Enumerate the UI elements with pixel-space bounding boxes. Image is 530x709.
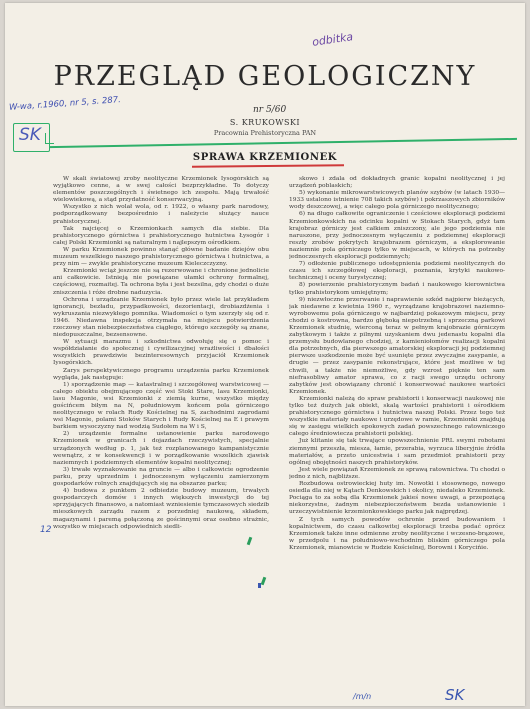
paragraph: Krzemionki wciąż jeszcze nie są rezerwowane i chronione jednolicie ani całkowicie. Istnieją nie powiązane ułamki ochrony formalnej, częściowej, rozmaitej. Ta ochrona była i jest bezsilna, gdy chodzi o duże zniszczenia i róże drobne naduzycia. — [53, 268, 269, 296]
paragraph: 6) na długo całkowite ograniczenie i cześciowe eksploracji podziemi Krzemionkowskich na odcinku kopalni w Stokach Starych, gdyż tam krajobraz górniczy jest całkiem zniszczony, ale jego podziemia nie naruszone, przy jednoczesnym wyłączeniu z podziemnej eksploracji reszty zrobów pokrytych krajobrazem górniczym, a eksplorowanie naziemnie pola górniczego tylko w miejscach, w których na potrzeby jednoczesnych eksploracji podziemnych; — [289, 211, 505, 261]
margin-number: 12 — [40, 525, 52, 535]
signature-initials: SK — [445, 686, 465, 704]
paragraph: 7) odłożenie publicznego udostępnienia podziemi neolitycznych do czasu ich szczegółowej eksploracji, poznania, krytyki naukowo-technicznej i oceny turystycznej; — [289, 261, 505, 282]
author-affiliation: Pracownia Prehistoryczna PAN — [213, 129, 317, 137]
paragraph: Jest wiele powiązań Krzemionek ze sprawą ratownictwa. Tu chodzi o jedno z nich, najbliższe. — [289, 466, 505, 480]
bottom-handwritten-mark: /m/n — [353, 692, 372, 701]
paragraph: Zarys perspektywicznego programu urządzenia parku Krzemionek wygląda, jak następuje: — [53, 367, 269, 381]
journal-title: PRZEGLĄD GEOLOGICZNY — [53, 61, 477, 92]
paragraph: 9) niezwłoczne przerwanie i naprawienie szkód najpierw bieżących, jak niedawne z kwietnia 1960 r., wyrządzane krajobrazowi naziemno-wyrobowemu pola górniczego w najbardziej pokazowym miejscu, przy chodzi o kostrowna, bardzo głęboką niepotrzebną i sprzeczną parkowi Krzemionek studnię, wierconą teraz w pełnym krajobrazie górniczym zabytkowym i także z pilnymi uzyskaniem dwu jedenastu kopalni dla przemysłu budowlanego chodziej, z kamieniołomów realizacji kopalni dla potrzebnych, dla pierwszego amatorskiej eksploracji jej podziemnej pierwsze uszkodzenie może być usunięte przez zwyczajne zasypanie, a drugie — przez zasypanie rekonstrujące, które jest możliwe w tej chwili, a także nie niemożliwe, gdy wzrost pięknie ten sam niefrasobliwy amator sprawa, co z racji swego urzędu ochrony zabytków jest obowiązany chronić i konserwować naukowe wartości Krzemionek. — [289, 296, 505, 395]
stamp-initials: SK — [19, 125, 41, 145]
green-pen-underline — [49, 138, 517, 148]
handwritten-citation: W-wa, r.1960, nr 5, s. 287. — [8, 95, 122, 113]
issue-number: nr 5/60 — [253, 105, 287, 115]
paragraph: W parku Krzemionek powinno stanąć główne badanie dziejów obu muzeum wszelkiego naszego prahistorycznego górnictwa i hutnictwa, a przy nim — zwykle prahistoryczne muzeum Kieleczczyzny. — [53, 246, 269, 268]
article-title: SPRAWA KRZEMIONEK — [192, 152, 338, 163]
paragraph: Z tych samych powodów ochronie przed budowaniem i kopalnictwem, do czasu całkowitej eksploracji trzeba podać oprócz Krzemionek także inne odmienne zroby neolityczne i wczesno-brązowe, w przedpolu i na południowo-wschodnim bliskim górniczego pola Krzemionek, mianowicie w Rudzie Kościelnej, Borowni i Korycińie. — [289, 516, 505, 551]
paragraph: 3) trwałe wyznakowanie na gruncie — albo i całkowicie ogrodzenie parku, przy uprzednim i jednoczesnym wyłączeniu zamierzonym gospodarków rolnych znajdujących się na obszarze parku; — [53, 466, 269, 488]
paragraph: W skali światowej zroby neolityczne Krzemionek Iysogórskich są wyjątkowo cenne, a w swej całości bezprzykładne. To dotyczy elementów poszczególnych i świetnego ich zespołu. Mają trwałość wielowiekową, a stąd przydatność konserwacyjną. — [53, 176, 269, 204]
paragraph: skowo i zdala od dokładnych granic kopalni neolitycznej i jej urządzeń poblaskich; — [289, 176, 505, 190]
paragraph: W sytuacji marazmu i szkodnictwa odwołuję się o pomoc i współdziałanie do społecznej i cywilizacyjnej wrażliwości i dbałości wszystkich prawdziwie bezinteresownych przyjaciół Krzemionek Iysogórskich. — [53, 339, 269, 367]
article-body — [53, 176, 505, 686]
right-column — [289, 176, 505, 681]
handwritten-note-odbitka: odbitka — [311, 30, 354, 49]
paragraph: 4) budowa z punktem 2 odbiedzie budowy muzeum, trwałych gospodarczych domów i innych większych inwestycji do tej sprzyjających finansowo, a natomiast wzniesienie tymczasowych siedzib mieszkowych zarządu razem z porzedniej naukową, składem, magazynami i paremą połączoną ze gościnnymi oraz osobno strażnic, wszystko w miejscach odpowiednich siedli- — [53, 488, 269, 530]
paragraph: Krzemionki należą do spraw prahistorii i konserwacji naukowej nie tylko też dużych jak obiekt, skalą wartości prahistorii i ośrodkiem prahistorycznego górnictwa i hutnictwa naszej Polski. Przez tego też wszystkie materiały naukowe i urzędowe w ramie, Krzemionki znajdują się w zasięgu wielkich epokowych zadań powszechnego ratowniczego całego średniowiecza prahistorii polskiej. — [289, 395, 505, 438]
author-name: S. KRUKOWSKI — [229, 118, 301, 127]
red-pen-underline — [192, 164, 344, 168]
paragraph: Rozbudowa ostrowieckiej huty im. Nowotki i stosownego, nowego osiedla dla niej w Kątach Denkowskich i okolicy, niedaleko Krzemionek. Pociąga to za sobą dla Krzemionek jakieś nowe uwagi, a przepoziącą niekorzystne, żadnym niebezpieczeństwem bezda ustanowienie i urzeczywistnienie krzemionkowskiego parku jak najprędzej. — [289, 481, 505, 516]
left-column — [53, 176, 269, 681]
blue-tick-mark — [258, 583, 261, 588]
paragraph: 2) urządzenie formalne ustanowienie parku narodowego Krzemionek w granicach i dojazdach rzeczywistych, specjalnie urządzonych według p. 1, jak też rozplanowanego kampanistycznie wewnątrz, z w konsekwencji i w porządkowanie wszelkich zjawisk naziemnych i podziemnych elementów kopalni neolitycznej; — [53, 431, 269, 466]
paragraph: Już klitanie się tak trwające upowszechnienie PRL swymi robotami ziemnymi przeszła, miesza, łamie, przerabia, wyrzuca liberyjnie źródła materiałów, a przeto unicestwia i sam przedmiot prahistorii przy ogólnej obojętności naszych prahistoryków. — [289, 438, 505, 466]
document-page — [5, 3, 525, 706]
paragraph: Ochrona i urządzanie Krzemionek było przez wiele lat przykładem ignorancji, bezładu, przypadkowości, dezorientacji, drobiazdżenia i wykruszania niezwykłego pomnika. Wiadomości o tym szerzyły się od r. 1946. Niedawna inspekcja otrzymała na miejscu potwierdzenia rzeczowy stan niebezpieczeństwa ciągłego, którego szczegóły są znane, niedopuszczalne, bezsensowne. — [53, 296, 269, 339]
paragraph: 1) sporządzenie map — katastralnej i szczegółowej warstwicowej — całego obiektu obejmującego część wsi Stoki Stare, lasu Krzemionki, lasu Magonie, wsi Krzemionki z ziemią kurne, wszystko między gościńcem biłym na N, południowym końcem pola górniczego neolitycznego w rolach Rudy Kościelnej na S, zachodnimi zagrodami wsi Magonie, polami Stoków Starych i Rudy Kościelnej na E i prawym barkiem wysoczyzny nad wodzią Sudołem na W i S, — [53, 381, 269, 431]
paragraph: 8) powierzenie prahistorycznym badań i naukowego kierownictwa tylko prahistorykom umiejętnym; — [289, 282, 505, 296]
paragraph: Wszystko z nich wolał wola, od r. 1922, o własny park narodowy, podporządkowany bezpośrednio i należycie służący nauce prahistorycznej. — [53, 204, 269, 225]
paragraph: Tak najcięcej o Krzemionkach samych dla siebie. Dla prahistorycznego górnictwa i prahistorycznego hutnictwa Łysogór i całej Polski Krzemionki są naturalnym i najlepszym ośrodkiem. — [53, 225, 269, 246]
paragraph: 5) wykonanie mikrowarstwicowych planów szybów (w latach 1930—1933 ustalono istnienie 708 takich szybów) i pokrzaszowych zbiorników wody deszczowej, a więc całego pola górniczego neolitycznego; — [289, 190, 505, 211]
